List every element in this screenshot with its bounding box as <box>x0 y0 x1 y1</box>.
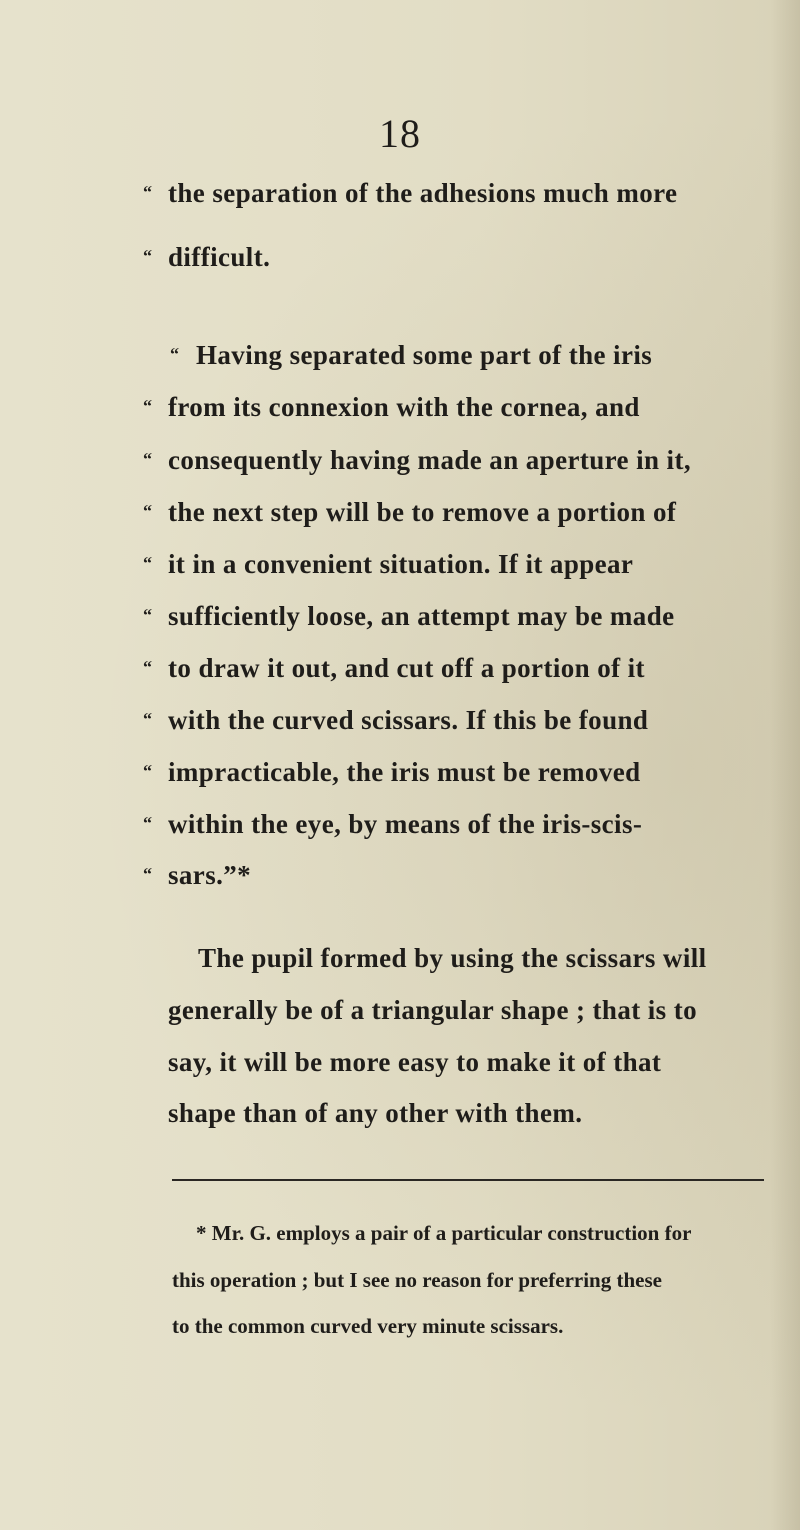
text-line: sars.”* <box>168 860 252 890</box>
page-edge-shadow <box>770 0 800 1530</box>
text-line: from its connexion with the cornea, and <box>168 392 640 422</box>
quote-mark: “ <box>143 182 152 202</box>
footnote-line: to the common curved very minute scissars. <box>172 1314 564 1338</box>
quote-mark: “ <box>143 396 152 416</box>
text-line: to draw it out, and cut off a portion of it <box>168 653 645 683</box>
text-line <box>168 180 768 207</box>
text-line: with the curved scissars. If this be found <box>168 705 649 735</box>
quote-mark: “ <box>143 449 152 469</box>
text-line: consequently having made an aperture in it, <box>168 445 691 475</box>
text-line: impracticable, the iris must be removed <box>168 757 641 787</box>
text-line: sufficiently loose, an attempt may be made <box>168 601 675 631</box>
quote-mark: “ <box>143 709 152 729</box>
quote-mark: “ <box>143 605 152 625</box>
quote-mark: “ <box>143 761 152 781</box>
text-line: difficult. <box>168 242 271 272</box>
quote-mark: “ <box>143 501 152 521</box>
quote-mark: “ <box>143 657 152 677</box>
footnote-line: this operation ; but I see no reason for preferring these <box>172 1268 662 1292</box>
text-line: within the eye, by means of the iris-scis- <box>168 809 643 839</box>
text-line: shape than of any other with them. <box>168 1098 583 1128</box>
text-line: The pupil formed by using the scissars will <box>198 943 707 973</box>
text-line: it in a convenient situation. If it appear <box>168 549 634 579</box>
text-line: the next step will be to remove a portion of <box>168 497 677 527</box>
line-text: the separation of the adhesions much more <box>168 178 678 208</box>
quote-mark: “ <box>143 553 152 573</box>
footnote-rule <box>172 1179 764 1181</box>
quote-mark: “ <box>143 246 152 266</box>
text-line: say, it will be more easy to make it of that <box>168 1047 662 1077</box>
text-line: generally be of a triangular shape ; that is to <box>168 995 698 1025</box>
text-line: Having separated some part of the iris <box>196 340 653 370</box>
footnote-line: * Mr. G. employs a pair of a particular construction for <box>196 1221 692 1245</box>
quote-mark: “ <box>143 864 152 884</box>
quote-mark: “ <box>170 344 179 364</box>
quote-mark: “ <box>143 813 152 833</box>
page-number: 18 <box>379 111 421 156</box>
